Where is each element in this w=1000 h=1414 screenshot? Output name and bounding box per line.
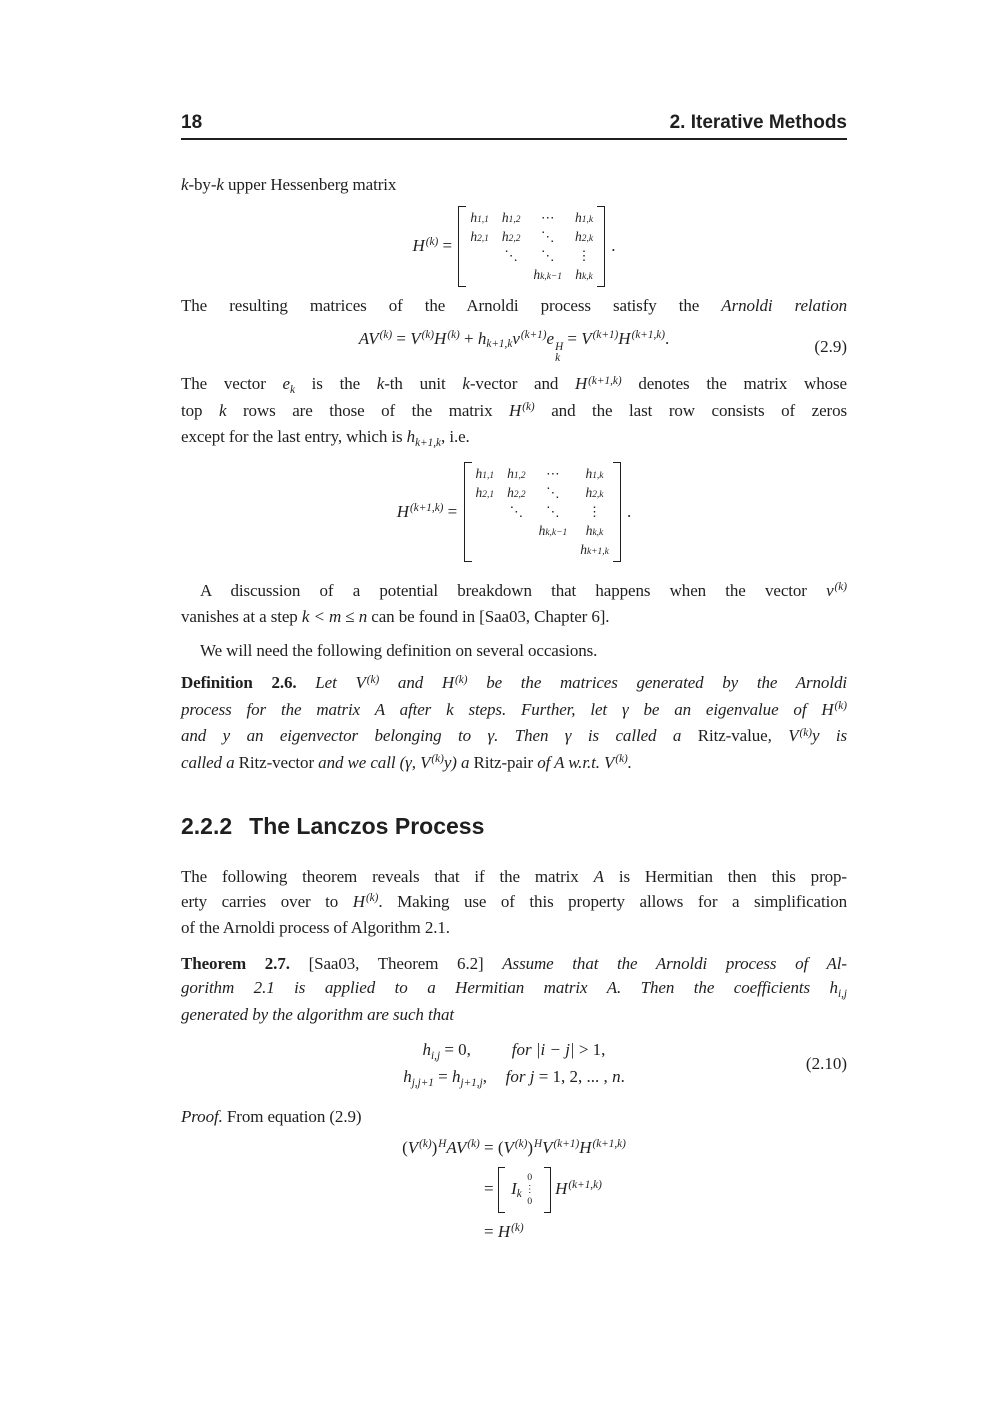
text-line: called a Ritz-vector and we call (γ, $V^{(k)}y$) a Ritz-pair of A w.r.t. $V^{(k)}$. bbox=[181, 752, 632, 772]
text-line: erty carries over to $H^{(k)}$. Making use of this property allows for a simplification bbox=[181, 891, 848, 911]
proof-lhs-2 bbox=[402, 1167, 480, 1213]
paragraph-unit-vector bbox=[181, 372, 847, 452]
text-line: The resulting matrices of the Arnoldi process satisfy the Arnoldi relation bbox=[181, 295, 848, 315]
text-line: We will need the following definition on several occasions. bbox=[200, 640, 598, 660]
text-line: k-by-k upper Hessenberg matrix bbox=[181, 175, 397, 194]
text-line: The vector ek is the k-th unit k-vector and $H^{(k+1,k)}$ denotes the matrix whose bbox=[181, 374, 847, 396]
section-heading bbox=[181, 813, 847, 840]
proof-rhs-3: = $H^{(k)}$ bbox=[479, 1221, 524, 1241]
text-line: A discussion of a potential breakdown that happens when the vector $v^{(k)}$ bbox=[200, 580, 847, 600]
matrix-cell: ⋱ bbox=[504, 247, 518, 263]
paragraph-arnoldi-relation bbox=[181, 294, 847, 319]
equation-hessenberg-matrix bbox=[181, 206, 847, 287]
equation-2-9 bbox=[181, 329, 847, 365]
matrix-cell: h k,k−1 bbox=[533, 266, 562, 283]
matrix-cell: h 1,k bbox=[585, 465, 604, 482]
equation-lhs: $H^{(k+1,k)}$ = bbox=[396, 501, 462, 521]
paragraph-lanczos-intro bbox=[181, 865, 847, 941]
text-line: of the Arnoldi process of Algorithm 2.1. bbox=[181, 918, 450, 938]
paragraph-breakdown bbox=[181, 579, 847, 630]
text-line: vanishes at a step k < m ≤ n can be found in [Saa03, Chapter 6]. bbox=[181, 607, 610, 627]
matrix-cell: h 2,2 bbox=[501, 228, 521, 245]
proof-rhs-1: = $(V^{(k)})^HV^{(k+1)}H^{(k+1,k)}$ bbox=[479, 1137, 626, 1157]
matrix-cell: ⋯ bbox=[546, 465, 560, 481]
text-line: and y an eigenvector belonging to γ. Then γ is called a Ritz-value, $V^{(k)}y$ is bbox=[181, 726, 847, 746]
section-number: 2.2.2 bbox=[181, 813, 233, 840]
matrix-cell: h k,k−1 bbox=[538, 522, 568, 539]
text-line: except for the last entry, which is hk+1,k, i.e. bbox=[181, 427, 470, 449]
matrix-cell: ⋮ bbox=[587, 503, 602, 519]
definition-2-6 bbox=[181, 671, 847, 777]
text-line: Proof. From equation (2.9) bbox=[181, 1107, 362, 1127]
matrix-cell: h 2,2 bbox=[507, 484, 526, 501]
matrix-brackets bbox=[458, 206, 605, 287]
extended-hessenberg-matrix bbox=[475, 462, 610, 562]
proof-rhs-2: = Ik 0 ⋮ 0 $H^{(k+1,k)}$ bbox=[480, 1167, 626, 1213]
equation-period: . bbox=[622, 501, 632, 521]
right-bracket bbox=[597, 206, 605, 287]
page-number: 18 bbox=[181, 112, 203, 133]
right-bracket bbox=[613, 462, 621, 562]
text-line: gorithm 2.1 is applied to a Hermitian matrix A. Then the coefficients hi,j bbox=[181, 978, 847, 1000]
equation-body: $AV^{(k)} = V^{(k)}H^{(k)} + hk+1,kv^{(k+1)}e$ H k = $V^{(k+1)}H^{(k+1,k)}$. bbox=[358, 329, 670, 365]
text-line: top k rows are those of the matrix $H^{(k)}$ and the last row consists of zeros bbox=[181, 400, 847, 420]
page-content bbox=[181, 0, 847, 1242]
matrix-cell: h 1,1 bbox=[475, 465, 495, 482]
matrix-cell: h k+1,k bbox=[580, 541, 609, 558]
text-line: Definition 2.6. Let $V^{(k)}$ and $H^{(k)}$ be the matrices generated by the Arnoldi bbox=[181, 673, 847, 693]
matrix-cell: h k,k bbox=[585, 522, 604, 539]
running-title: 2. Iterative Methods bbox=[669, 112, 847, 133]
equation-line-1: hi,j = 0, for |i − j| > 1, bbox=[422, 1040, 606, 1062]
matrix-cell: ⋱ bbox=[546, 484, 560, 500]
text-line: Theorem 2.7. [Saa03, Theorem 6.2] Assume that the Arnoldi process of Al- bbox=[181, 953, 847, 973]
matrix-cell: ⋯ bbox=[540, 209, 555, 225]
section-title: The Lanczos Process bbox=[249, 813, 485, 840]
equation-line-2: hj,j+1 = hj+1,j, for j = 1, 2, ... , n. bbox=[403, 1067, 625, 1089]
matrix-cell: ⋱ bbox=[540, 228, 555, 244]
equation-number: (2.9) bbox=[814, 337, 847, 357]
equation-extended-hessenberg-matrix bbox=[181, 462, 847, 562]
matrix-cell: h 1,2 bbox=[501, 209, 521, 226]
paragraph-definition-intro bbox=[181, 639, 847, 664]
matrix-cell: h 2,1 bbox=[475, 484, 495, 501]
proof-equations bbox=[402, 1138, 626, 1242]
matrix-cell: ⋱ bbox=[546, 503, 560, 519]
matrix-cell: ⋱ bbox=[509, 503, 524, 519]
equation-lhs: $H^{(k)}$ = bbox=[412, 236, 457, 255]
text-line: generated by the algorithm are such that bbox=[181, 1004, 454, 1024]
page-header bbox=[181, 0, 847, 140]
equation-period: . bbox=[607, 236, 616, 255]
text-line: process for the matrix A after k steps. Further, let γ be an eigenvalue of $H^{(k)}$ bbox=[181, 699, 847, 719]
matrix-cell: ⋮ bbox=[577, 247, 591, 263]
hessenberg-matrix bbox=[469, 206, 594, 287]
matrix-cell: ⋱ bbox=[540, 247, 555, 263]
left-bracket bbox=[464, 462, 472, 562]
equation-number: (2.10) bbox=[805, 1053, 847, 1073]
paragraph-proof-intro bbox=[181, 1105, 847, 1130]
matrix-cell: h 1,1 bbox=[470, 209, 489, 226]
matrix-cell: h 2,k bbox=[574, 228, 594, 245]
matrix-cell: h k,k bbox=[575, 266, 593, 283]
intro-paragraph bbox=[181, 173, 847, 198]
text-line: The following theorem reveals that if the matrix A is Hermitian then this prop- bbox=[181, 867, 847, 887]
theorem-2-7 bbox=[181, 952, 847, 1028]
matrix-cell: h 2,1 bbox=[470, 228, 489, 245]
matrix-cell: h 2,k bbox=[585, 484, 604, 501]
equation-2-10 bbox=[181, 1040, 847, 1087]
proof-lhs-1: $(V^{(k)})^HAV^{(k)}$ bbox=[402, 1137, 480, 1157]
proof-lhs-3 bbox=[402, 1222, 480, 1242]
matrix-cell: h 1,k bbox=[574, 209, 594, 226]
matrix-cell: h 1,2 bbox=[507, 465, 526, 482]
matrix-brackets bbox=[464, 462, 621, 562]
left-bracket bbox=[458, 206, 466, 287]
